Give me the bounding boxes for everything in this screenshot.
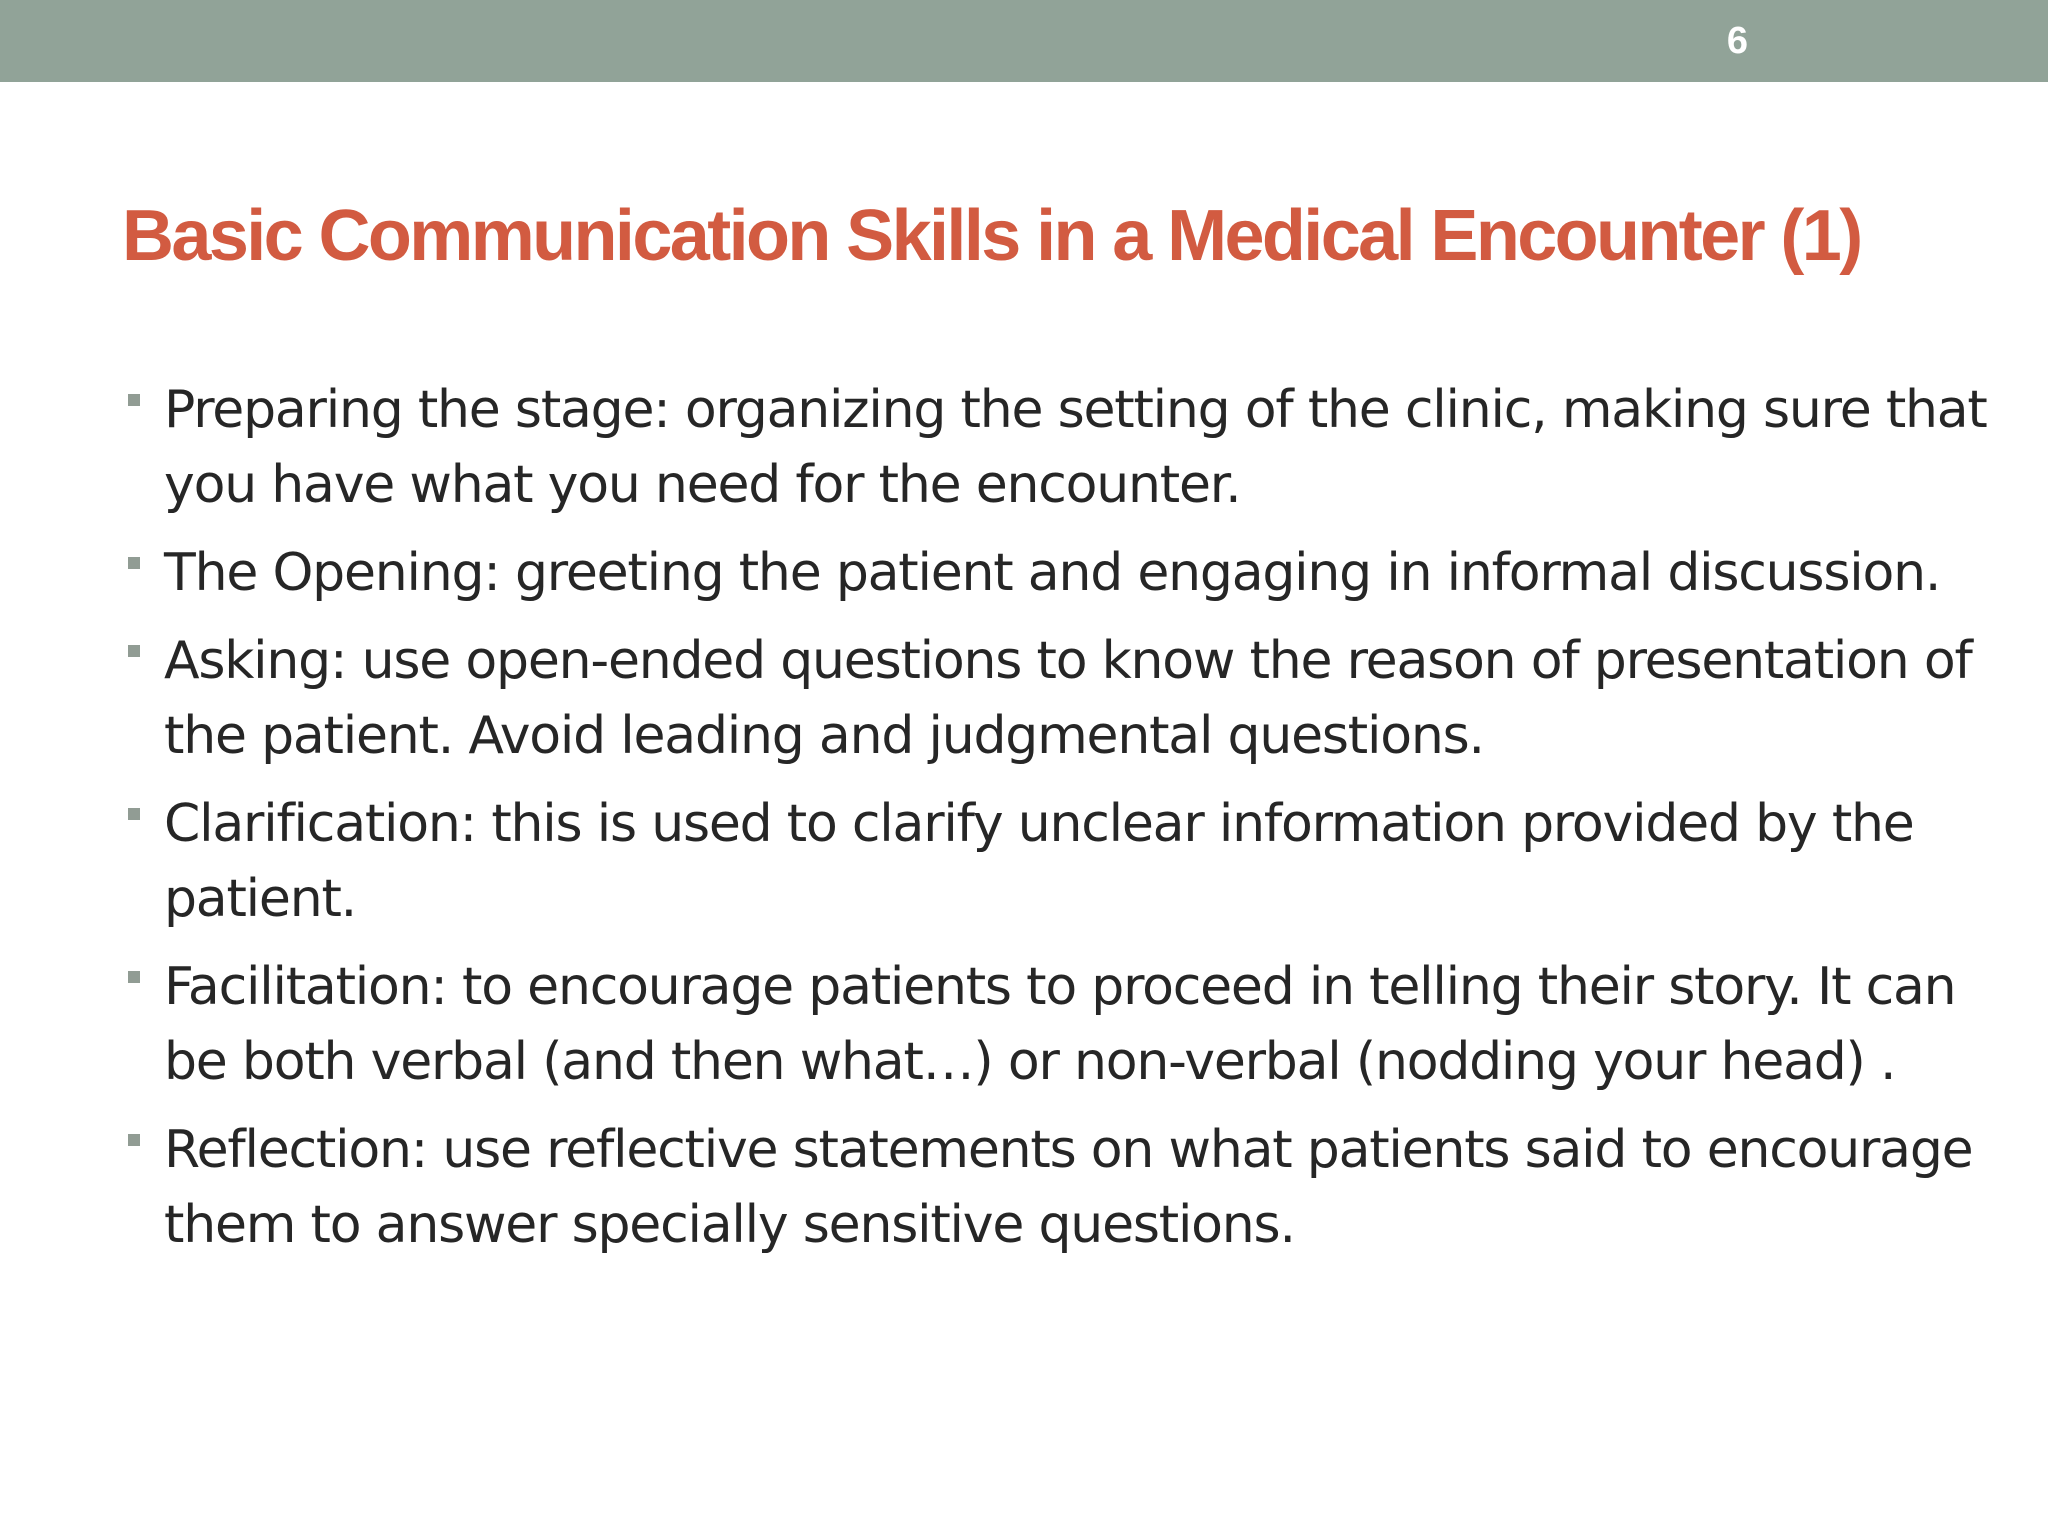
bullet-item-preparing xyxy=(122,373,2002,523)
square-bullet-icon xyxy=(128,808,140,820)
bullet-text: Facilitation: to encourage patients to proceed in telling their story. It can be both verbal (and then what…) or non-verbal (nodding your head) . xyxy=(164,957,1956,1092)
slide-title: Basic Communication Skills in a Medical Encounter (1) xyxy=(122,196,1861,276)
bullet-item-reflection xyxy=(122,1113,2002,1263)
square-bullet-icon xyxy=(128,557,140,569)
bullet-item-opening xyxy=(122,536,2002,611)
bullet-text: Preparing the stage: organizing the setting of the clinic, making sure that you have what you need for the encounter. xyxy=(164,380,1987,515)
bullet-item-clarification xyxy=(122,787,2002,937)
bullet-text: Asking: use open-ended questions to know the reason of presentation of the patient. Avoid leading and judgmental questions. xyxy=(164,631,1972,766)
square-bullet-icon xyxy=(128,394,140,406)
bullet-text: Clarification: this is used to clarify unclear information provided by the patient. xyxy=(164,794,1914,929)
top-bar xyxy=(0,0,2048,82)
bullet-list xyxy=(122,373,2002,1276)
bullet-item-facilitation xyxy=(122,950,2002,1100)
square-bullet-icon xyxy=(128,645,140,657)
square-bullet-icon xyxy=(128,971,140,983)
slide-number: 6 xyxy=(1726,20,1749,62)
bullet-text: The Opening: greeting the patient and engaging in informal discussion. xyxy=(164,543,1941,603)
square-bullet-icon xyxy=(128,1134,140,1146)
bullet-text: Reflection: use reflective statements on what patients said to encourage them to answer specially sensitive questions. xyxy=(164,1120,1973,1255)
bullet-item-asking xyxy=(122,624,2002,774)
